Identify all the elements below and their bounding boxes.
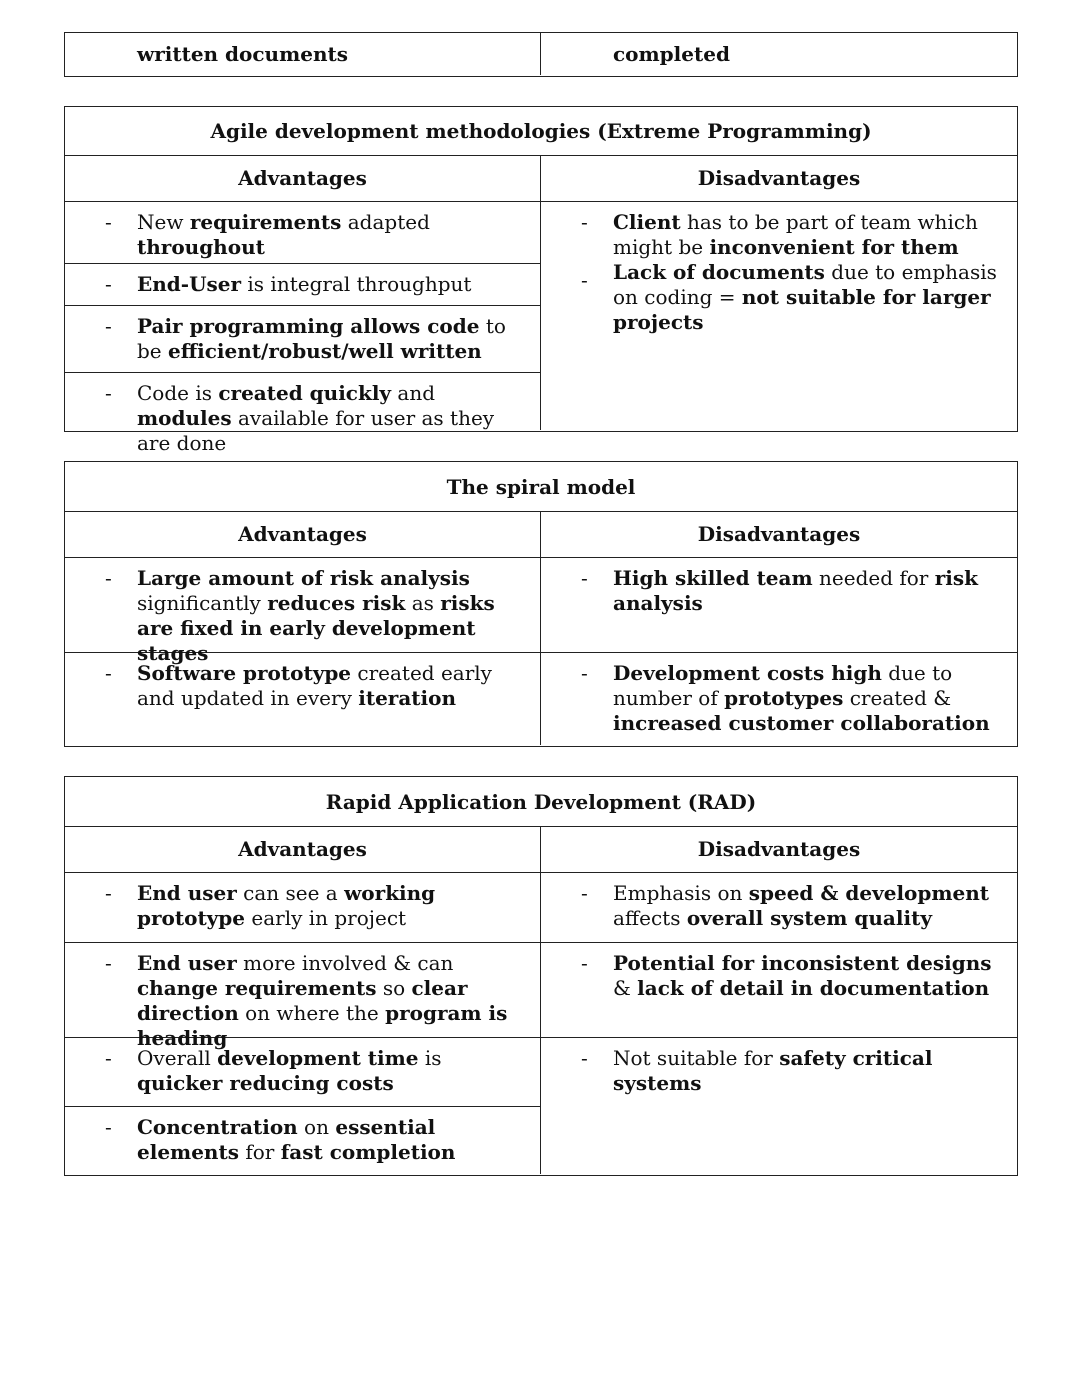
list-item: - Overall development time is quicker reducing costs <box>65 1038 540 1107</box>
list-item: - Lack of documents due to emphasis on coding = not suitable for larger projects <box>581 260 997 334</box>
rad-table <box>64 776 1018 1176</box>
top-table <box>64 32 1018 77</box>
list-item: - Concentration on essential elements for fast completion <box>105 1115 456 1165</box>
dash-bullet: - <box>105 1046 112 1070</box>
list-item: - End user can see a working prototype early in project <box>65 873 541 942</box>
agile-dis-header: Disadvantages <box>697 166 861 190</box>
rad-adv-header: Advantages <box>65 827 541 872</box>
list-item: - End user more involved & can change requirements so clear direction on where the program is heading <box>65 943 541 1037</box>
dash-bullet: - <box>105 881 112 905</box>
top-right-cell <box>541 33 1017 75</box>
dash-bullet: - <box>581 268 588 292</box>
agile-advantages <box>65 202 541 455</box>
spiral-title: The spiral model <box>446 474 636 499</box>
dash-bullet: - <box>105 314 112 338</box>
list-item: - Software prototype created early and updated in every iteration <box>65 653 541 745</box>
agile-adv-header: Advantages <box>65 156 541 201</box>
agile-table <box>64 106 1018 455</box>
top-left-text: written documents <box>137 41 349 66</box>
agile-disadvantages <box>541 202 1017 430</box>
agile-title: Agile development methodologies (Extreme Programming) <box>210 119 872 143</box>
dash-bullet: - <box>581 210 588 234</box>
dash-bullet: - <box>105 1115 112 1140</box>
dash-bullet: - <box>105 566 112 590</box>
dash-bullet: - <box>581 881 588 905</box>
dash-bullet: - <box>581 661 588 685</box>
list-item: - Development costs high due to number of prototypes created & increased customer collaboration <box>581 661 990 735</box>
spiral-adv-header: Advantages <box>65 512 541 557</box>
list-item: - Pair programming allows code to be efficient/robust/well written <box>65 306 540 373</box>
dash-bullet: - <box>105 210 112 234</box>
dash-bullet: - <box>105 381 112 405</box>
rad-title: Rapid Application Development (RAD) <box>325 789 757 814</box>
dash-bullet: - <box>581 951 588 975</box>
list-item: - End-User is integral throughput <box>65 264 540 306</box>
list-item: - Emphasis on speed & development affects overall system quality <box>581 881 990 930</box>
dash-bullet: - <box>105 951 112 975</box>
dash-bullet: - <box>581 566 588 590</box>
spiral-table <box>64 461 1018 747</box>
dash-bullet: - <box>105 272 112 296</box>
top-left-cell <box>65 33 541 75</box>
list-item: - Code is created quickly and modules available for user as they are done <box>105 381 495 455</box>
list-item: - High skilled team needed for risk analysis <box>581 566 978 615</box>
dash-bullet: - <box>581 1046 588 1070</box>
list-item: - New requirements adapted throughout <box>65 202 540 264</box>
spiral-dis-header: Disadvantages <box>697 522 861 546</box>
rad-dis-header: Disadvantages <box>697 837 861 861</box>
list-item: - Client has to be part of team which might be inconvenient for them <box>581 210 978 259</box>
list-item: - Not suitable for safety critical systems <box>541 1037 1017 1174</box>
top-right-text: completed <box>613 41 730 66</box>
list-item: - Potential for inconsistent designs & lack of detail in documentation <box>581 951 992 1000</box>
dash-bullet: - <box>105 661 112 685</box>
list-item: - Large amount of risk analysis significantly reduces risk as risks are fixed in early development stages <box>65 558 541 652</box>
